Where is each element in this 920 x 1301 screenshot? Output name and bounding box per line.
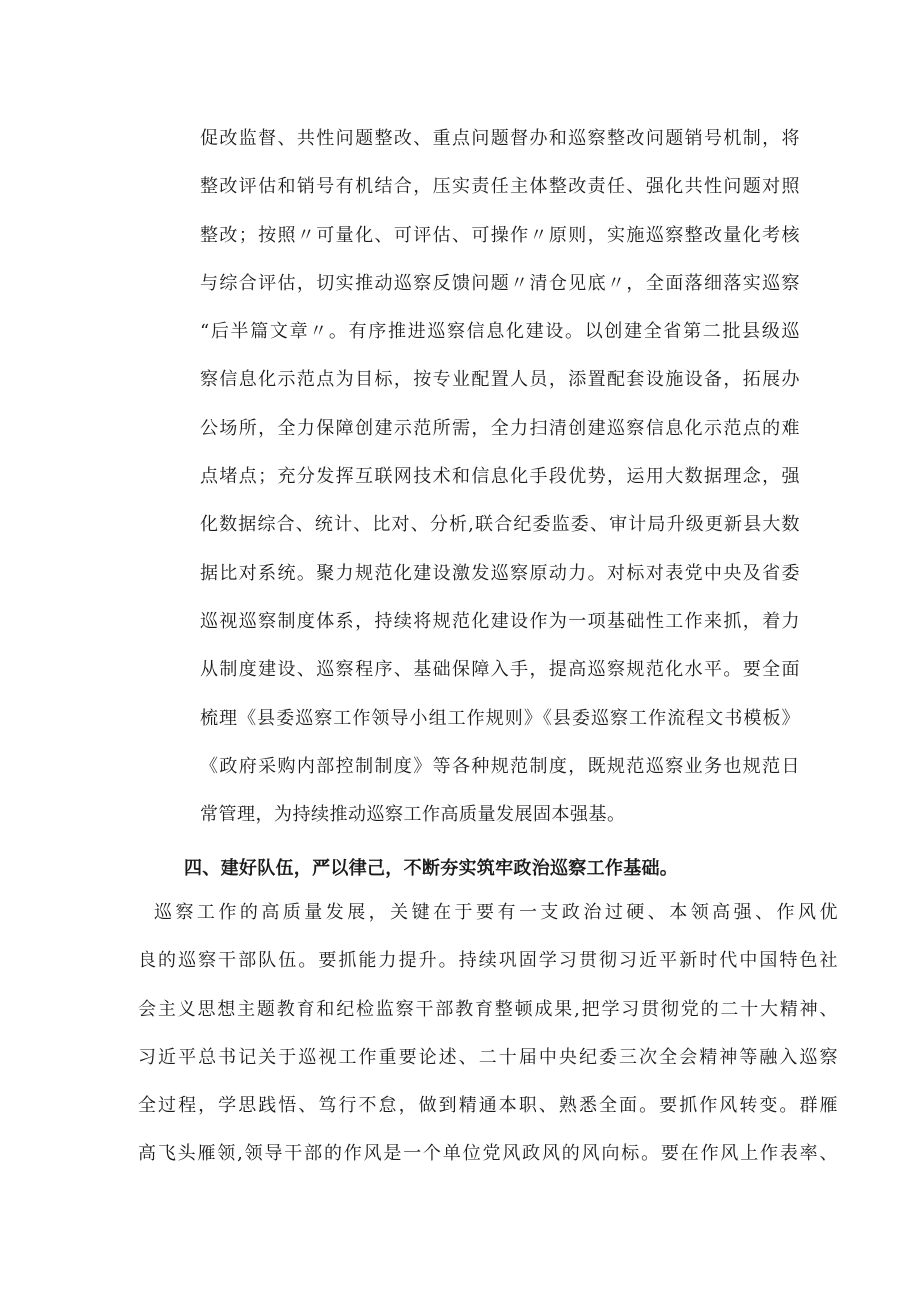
text-line: 良的巡察干部队伍。要抓能力提升。持续巩固学习贯彻习近平新时代中国特色社 [138, 950, 838, 972]
text-line: 《政府采购内部控制制度》等各种规范制度，既规范巡察业务也规范日 [200, 755, 800, 777]
text-line: 整改评估和销号有机结合，压实责任主体整改责任、强化共性问题对照 [200, 176, 800, 198]
continued-paragraph [200, 115, 800, 839]
text-line: 高飞头雁领,领导干部的作风是一个单位党风政风的风向标。要在作风上作表率、 [138, 1143, 838, 1165]
section-heading: 四、建好队伍，严以律己，不断夯实筑牢政治巡察工作基础。 [184, 858, 679, 879]
text-line: 整改；按照〃可量化、可评估、可操作〃原则，实施巡察整改量化考核 [200, 224, 800, 246]
text-line: 化数据综合、统计、比对、分析,联合纪委监委、审计局升级更新县大数 [200, 514, 800, 536]
text-line: 巡察工作的高质量发展，关键在于要有一支政治过硬、本领高强、作风优 [154, 902, 838, 923]
text-line: 促改监督、共性问题整改、重点问题督办和巡察整改问题销号机制，将 [200, 128, 800, 149]
text-line: 察信息化示范点为目标，按专业配置人员，添置配套设施设备，拓展办 [200, 369, 800, 391]
text-line: 全过程，学思践悟、笃行不怠，做到精通本职、熟悉全面。要抓作风转变。群雁 [138, 1095, 838, 1117]
text-line: 梳理《县委巡察工作领导小组工作规则》《县委巡察工作流程文书模板》 [200, 707, 800, 729]
text-line: 据比对系统。聚力规范化建设激发巡察原动力。对标对表党中央及省委 [200, 562, 800, 584]
text-line: 会主义思想主题教育和纪检监察干部教育整顿成果,把学习贯彻党的二十大精神、 [138, 998, 838, 1020]
text-line: 与综合评估，切实推动巡察反馈问题〃清仓见底〃，全面落细落实巡察 [200, 272, 800, 294]
text-line: 常管理，为持续推动巡察工作高质量发展固本强基。 [200, 804, 626, 826]
text-line: 点堵点；充分发挥互联网技术和信息化手段优势，运用大数据理念，强 [200, 466, 800, 488]
section4-paragraph [138, 889, 838, 1179]
text-line: 巡视巡察制度体系，持续将规范化建设作为一项基础性工作来抓，着力 [200, 610, 800, 632]
text-line: “后半篇文章〃。有序推进巡察信息化建设。以创建全省第二批县级巡 [200, 321, 800, 343]
text-line: 从制度建设、巡察程序、基础保障入手，提高巡察规范化水平。要全面 [200, 659, 800, 681]
text-line: 公场所，全力保障创建示范所需，全力扫清创建巡察信息化示范点的难 [200, 417, 800, 439]
text-line: 习近平总书记关于巡视工作重要论述、二十届中央纪委三次全会精神等融入巡察 [138, 1046, 838, 1068]
